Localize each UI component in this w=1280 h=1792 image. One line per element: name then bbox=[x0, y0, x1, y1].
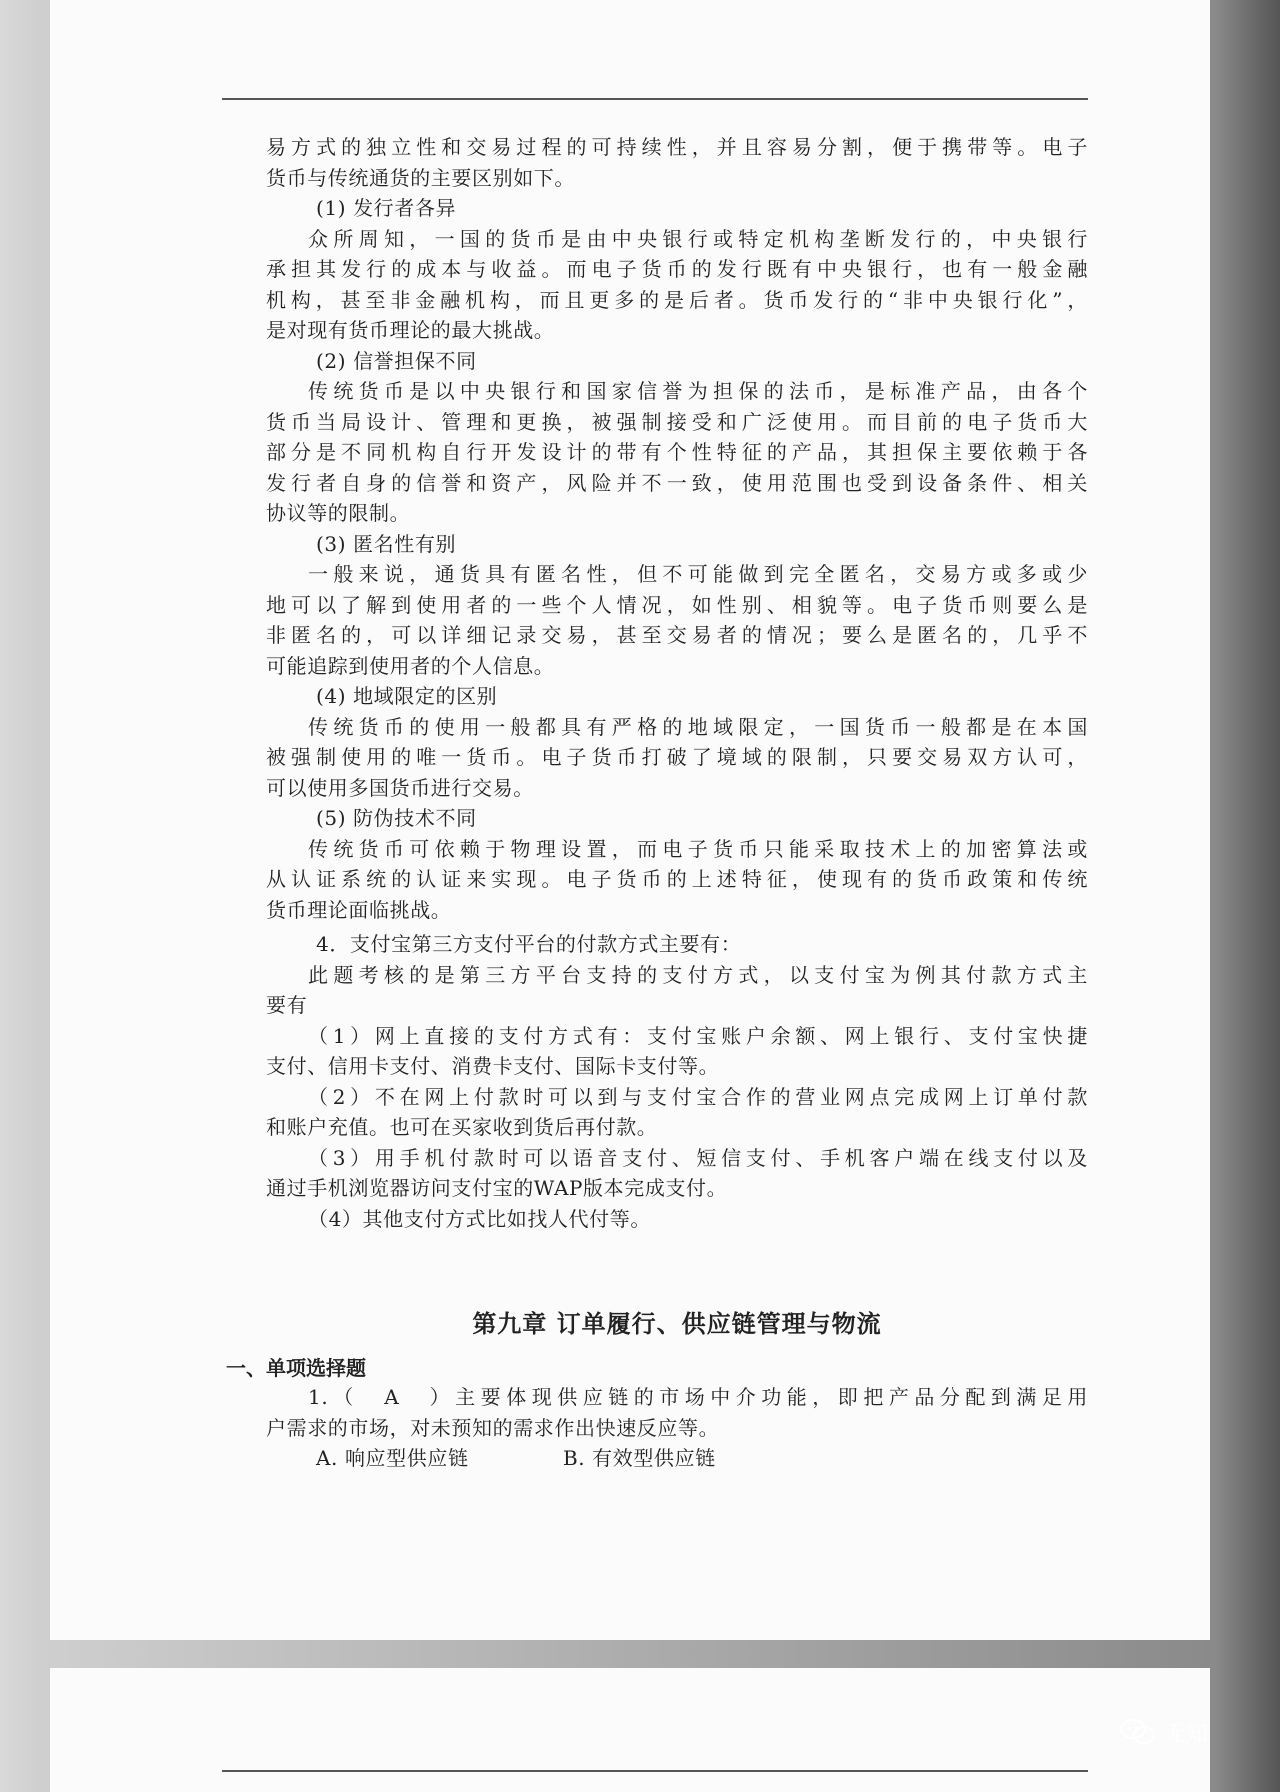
text-line: 机构，甚至非金融机构，而且更多的是后者。货币发行的“非中央银行化”， bbox=[266, 287, 1088, 312]
text-line: 承担其发行的成本与收益。而电子货币的发行既有中央银行，也有一般金融 bbox=[266, 257, 1088, 281]
text-line: 发行者自身的信誉和资产，风险并不一致，使用范围也受到设备条件、相关 bbox=[266, 470, 1088, 495]
text-line: 要有 bbox=[266, 993, 308, 1017]
subheading: (3) 匿名性有别 bbox=[316, 531, 457, 556]
question-4-title: 4．支付宝第三方支付平台的付款方式主要有： bbox=[316, 932, 742, 956]
question-text: 1.（ A ）主要体现供应链的市场中介功能，即把产品分配到满足用 bbox=[308, 1385, 1088, 1409]
text-line: 地可以了解到使用者的一些个人情况，如性别、相貌等。电子货币则要么是 bbox=[266, 592, 1088, 617]
option-b: B. 有效型供应链 bbox=[562, 1446, 716, 1470]
answer-options bbox=[266, 1443, 1088, 1474]
watermark-text: 无知 bbox=[1164, 1721, 1209, 1747]
text-line: 协议等的限制。 bbox=[266, 501, 411, 525]
subheading: (2) 信誉担保不同 bbox=[316, 348, 477, 373]
text-line: 一般来说，通货具有匿名性，但不可能做到完全匿名，交易方或多或少 bbox=[308, 562, 1088, 586]
watermark bbox=[1118, 1715, 1208, 1749]
subheading: (1) 发行者各异 bbox=[316, 196, 457, 220]
subheading: (4) 地域限定的区别 bbox=[316, 684, 498, 708]
option-a: A. 响应型供应链 bbox=[316, 1446, 469, 1470]
text-line: 此题考核的是第三方平台支持的支付方式，以支付宝为例其付款方式主 bbox=[308, 962, 1088, 987]
header-rule bbox=[222, 1770, 1088, 1772]
subheading: (5) 防伪技术不同 bbox=[316, 806, 477, 830]
chat-bubble-icon bbox=[1118, 1715, 1158, 1749]
question-1 bbox=[266, 1382, 1088, 1474]
chapter-title: 第九章 订单履行、供应链管理与物流 bbox=[472, 1310, 882, 1338]
text-line: 货币与传统通货的主要区别如下。 bbox=[266, 165, 575, 190]
text-line: 传统货币可依赖于物理设置，而电子货币只能采取技术上的加密算法或 bbox=[308, 836, 1088, 861]
text-line: 可能追踪到使用者的个人信息。 bbox=[266, 653, 555, 678]
section-title: 一、单项选择题 bbox=[226, 1356, 366, 1380]
text-line: 通过手机浏览器访问支付宝的WAP版本完成支付。 bbox=[266, 1176, 728, 1200]
text-line: 和账户充值。也可在买家收到货后再付款。 bbox=[266, 1115, 658, 1139]
document-page bbox=[50, 0, 1210, 1640]
payment-item: （4）其他支付方式比如找人代付等。 bbox=[308, 1206, 651, 1231]
page-body bbox=[266, 132, 1088, 1234]
question-text: 户需求的市场，对未预知的需求作出快速反应等。 bbox=[266, 1415, 720, 1440]
text-line: 从认证系统的认证来实现。电子货币的上述特征，使现有的货币政策和传统 bbox=[266, 867, 1088, 891]
text-line: 众所周知，一国的货币是由中央银行或特定机构垄断发行的，中央银行 bbox=[308, 226, 1088, 251]
payment-item: （1）网上直接的支付方式有：支付宝账户余额、网上银行、支付宝快捷 bbox=[308, 1023, 1088, 1048]
text-line: 传统货币是以中央银行和国家信誉为担保的法币，是标准产品，由各个 bbox=[308, 379, 1088, 403]
text-line: 可以使用多国货币进行交易。 bbox=[266, 775, 534, 800]
payment-item: （3）用手机付款时可以语音支付、短信支付、手机客户端在线支付以及 bbox=[308, 1145, 1088, 1170]
text-line: 货币理论面临挑战。 bbox=[266, 897, 452, 922]
text-line: 部分是不同机构自行开发设计的带有个性特征的产品，其担保主要依赖于各 bbox=[266, 440, 1088, 464]
header-rule bbox=[222, 98, 1088, 100]
payment-item: （2）不在网上付款时可以到与支付宝合作的营业网点完成网上订单付款 bbox=[308, 1084, 1088, 1109]
text-line: 被强制使用的唯一货币。电子货币打破了境域的限制，只要交易双方认可， bbox=[266, 745, 1088, 769]
text-line: 是对现有货币理论的最大挑战。 bbox=[266, 318, 555, 342]
text-line: 支付、信用卡支付、消费卡支付、国际卡支付等。 bbox=[266, 1054, 720, 1078]
text-line: 传统货币的使用一般都具有严格的地域限定，一国货币一般都是在本国 bbox=[308, 714, 1088, 739]
text-line: 货币当局设计、管理和更换，被强制接受和广泛使用。而目前的电子货币大 bbox=[266, 409, 1088, 434]
text-line: 非匿名的，可以详细记录交易，甚至交易者的情况；要么是匿名的，几乎不 bbox=[266, 623, 1088, 647]
next-page bbox=[50, 1668, 1210, 1792]
text-line: 易方式的独立性和交易过程的可持续性，并且容易分割，便于携带等。电子 bbox=[266, 135, 1088, 159]
